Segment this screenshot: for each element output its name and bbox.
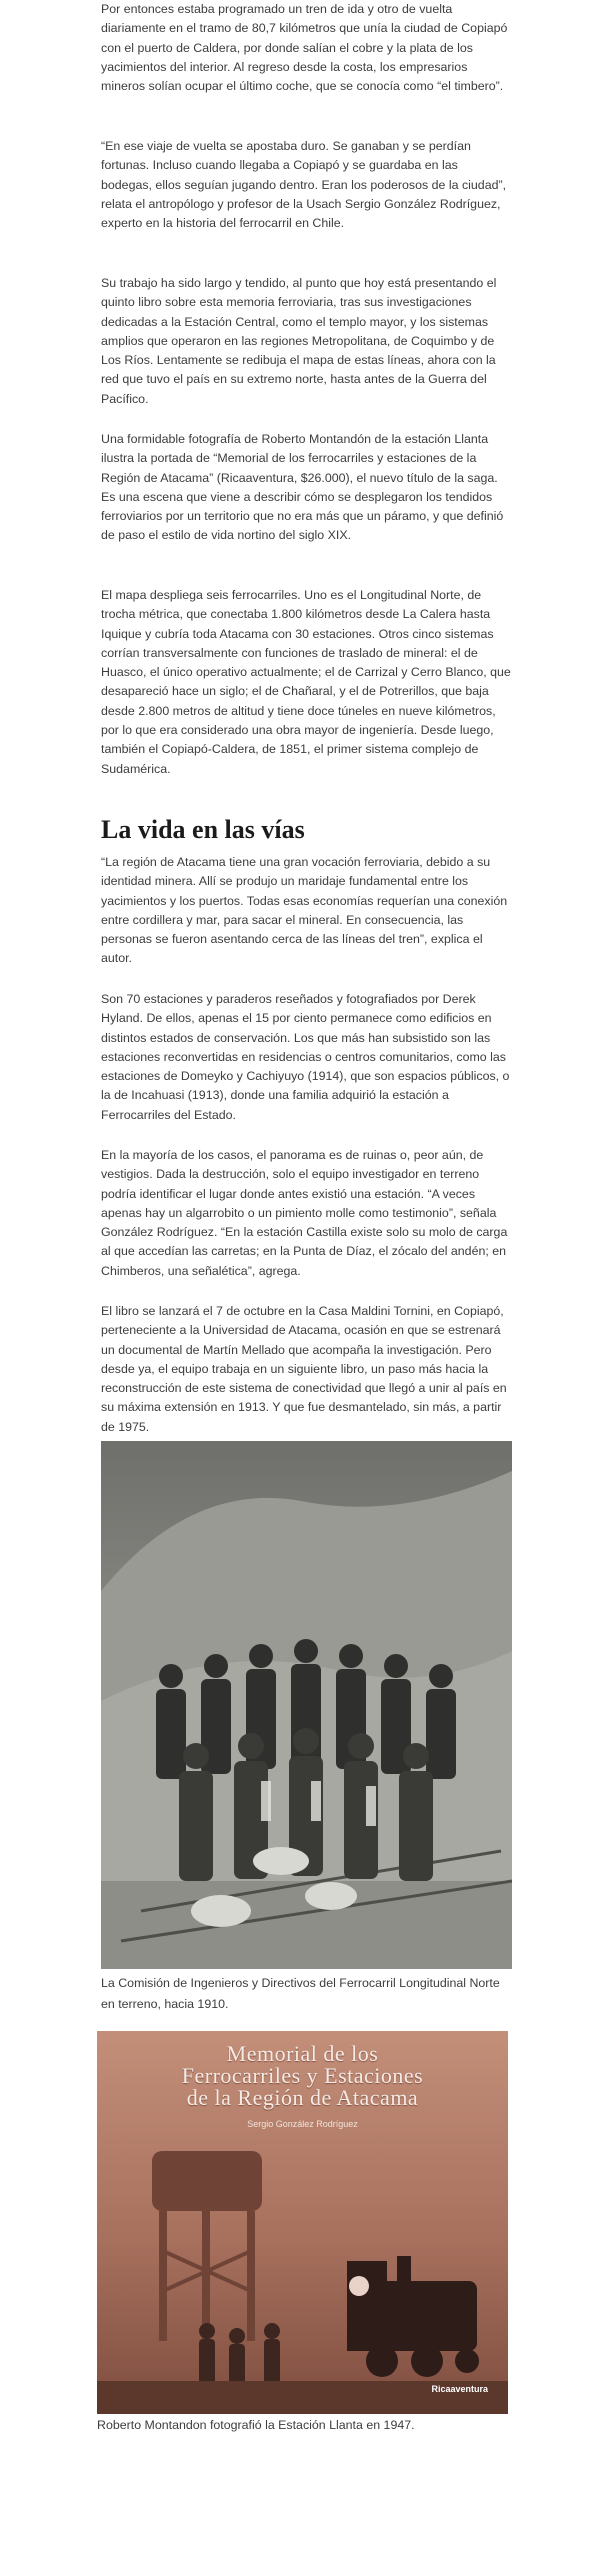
cover-title-line-1: Memorial de los [226,2041,379,2066]
paragraph-9: El libro se lanzará el 7 de octubre en la Casa Maldini Tornini, en Copiapó, perteneciente a la Universidad de Atacama, ocasión en que se estrenará un documental de Martín Mellado que acompaña la investigación. Pero desde ya, el equipo trabaja en un siguiente libro, un paso más hacia la reconstrucción de este sistema de conectividad que llegó a unir al país en su máxima extensión en 1913. Y que fue desmantelado, sin más, a partir de 1975. [101,1304,507,1434]
cover-title-line-3: de la Región de Atacama [186,2085,419,2110]
photo-figure-cover [97,2031,512,2436]
cover-title [97,2043,508,2109]
paragraph-1: Por entonces estaba programado un tren de ida y otro de vuelta diariamente en el tramo de 80,7 kilómetros que unía la ciudad de Copiapó con el puerto de Caldera, por donde salían el cobre y la plata de los yacimientos del interior. Al regreso desde la costa, los empresarios mineros solían ocupar el último coche, que se conocía como “el timbero”. [101,2,508,94]
subheading-la-vida-en-las-vias: La vida en las vías [101,815,305,844]
photo-figure-commission [101,1441,512,2015]
group-photo-illustration [101,1441,512,1969]
cover-author: Sergio González Rodríguez [247,2119,358,2129]
paragraph-2: “En ese viaje de vuelta se apostaba duro. Se ganaban y se perdían fortunas. Incluso cuando llegaba a Copiapó y se guardaba en las bodegas, ellos seguían jugando dentro. Eran los poderosos de la ciudad”, relata el antropólogo y profesor de la Usach Sergio González Rodríguez, experto en la historia del ferrocarril en Chile. [101,139,507,231]
cover-publisher-logo: Ricaaventura [431,2384,488,2394]
book-cover [97,2031,508,2414]
group-photo [101,1441,512,1969]
paragraph-4: Una formidable fotografía de Roberto Montandón de la estación Llanta ilustra la portada de “Memorial de los ferrocarriles y estaciones de la Región de Atacama” (Ricaaventura, $26.000), el nuevo título de la saga. Es una escena que viene a describir cómo se desplegaron los tendidos ferroviarios por un territorio que no era más que un páramo, y que definió de paso el estilo de vida nortino del siglo XIX. [101,432,504,543]
paragraph-3: Su trabajo ha sido largo y tendido, al punto que hoy está presentando el quinto libro sobre esta memoria ferroviaria, tras sus investigaciones dedicadas a la Estación Central, como el templo mayor, y los sistemas amplios que operaron en las regiones Metropolitana, de Coquimbo y de Los Ríos. Lentamente se redibuja el mapa de estas líneas, ahora con la red que tuvo el país en su extremo norte, hasta antes de la Guerra del Pacífico. [101,276,497,406]
article-body [97,0,512,2436]
paragraph-5: El mapa despliega seis ferrocarriles. Uno es el Longitudinal Norte, de trocha métrica, que conectaba 1.800 kilómetros desde La Calera hasta Iquique y cubría toda Atacama con 30 estaciones. Otros cinco sistemas corrían transversalmente con funciones de traslado de mineral: el de Huasco, el único operativo actualmente; el de Carrizal y Cerro Blanco, que desapareció hace un siglo; el de Chañaral, y el de Potrerillos, que baja desde 2.800 metros de altitud y tiene doce túneles en nueve kilómetros, por lo que era considerado una obra mayor de ingeniería. Desde luego, también el Copiapó-Caldera, de 1851, el primer sistema complejo de Sudamérica. [101,588,511,776]
paragraph-8: En la mayoría de los casos, el panorama es de ruinas o, peor aún, de vestigios. Dada la destrucción, solo el equipo investigador en terreno podría identificar el lugar donde antes existió una estación. “A veces apenas hay un algarrobito o un pimiento molle como testimonio”, señala González Rodríguez. “En la estación Castilla existe solo su molo de carga al que accedían las carretas; en la Punta de Díaz, el zócalo del andén; en Chimberos, una señalética”, agrega. [101,1148,508,1278]
photo-caption-cover: Roberto Montandon fotografió la Estación Llanta en 1947. [97,2418,415,2432]
cover-title-line-2: Ferrocarriles y Estaciones [181,2063,424,2088]
paragraph-7: Son 70 estaciones y paraderos reseñados y fotografiados por Derek Hyland. De ellos, apenas el 15 por ciento permanece como edificios en distintos estados de conservación. Los que más han subsistido son las estaciones reconvertidas en residencias o centros comunitarios, como las estaciones de Domeyko y Cachiyuyo (1914), que son espacios públicos, o la de Incahuasi (1913), donde una familia adquirió la estación a Ferrocarriles del Estado. [101,992,510,1122]
paragraph-6: “La región de Atacama tiene una gran vocación ferroviaria, debido a su identidad minera. Allí se produjo un maridaje fundamental entre los yacimientos y los puertos. Todas esas economías requerían una conexión entre cordillera y mar, para sacar el mineral. En consecuencia, las personas se fueron asentando cerca de las líneas del tren”, explica el autor. [101,855,508,966]
photo-caption-commission: La Comisión de Ingenieros y Directivos del Ferrocarril Longitudinal Norte en terreno, hacia 1910. [101,1976,500,2011]
